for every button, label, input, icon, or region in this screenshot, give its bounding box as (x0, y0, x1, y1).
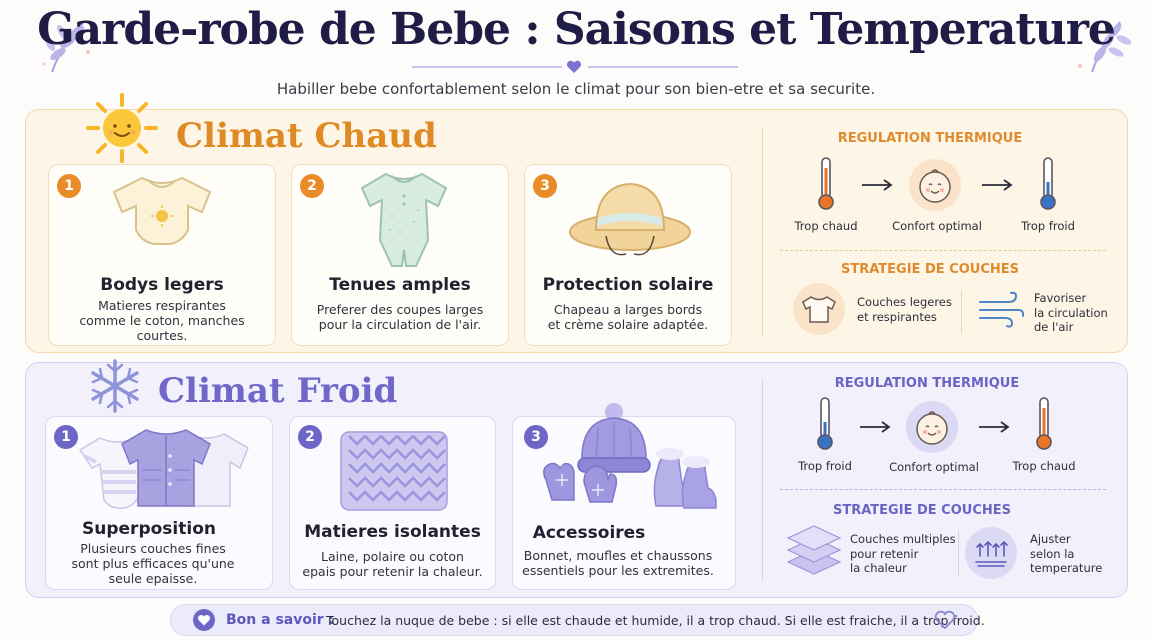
label-optimal-comfort: Confort optimal (889, 460, 979, 474)
card-description: Laine, polaire ou coton epais pour retenir la chaleur. (302, 549, 483, 579)
snowflake-icon (88, 357, 142, 415)
warm-layers-heading: STRATEGIE DE COUCHES (841, 262, 1019, 277)
card-description: Matieres respirantes comme le coton, manches courtes. (79, 298, 245, 343)
layers-stack-icon (786, 520, 842, 576)
warm-divider (762, 128, 763, 336)
thermometer-cold-icon (815, 396, 835, 452)
arrow-right-icon (980, 178, 1014, 192)
card-title: Superposition (82, 519, 216, 539)
cold-section-title: Climat Froid (158, 371, 398, 411)
label-too-hot: Trop chaud (794, 219, 858, 233)
thermometer-hot-icon (816, 156, 836, 212)
arrow-right-icon (858, 420, 892, 434)
cold-layers-divider (958, 530, 959, 576)
step-number-badge: 1 (54, 425, 78, 449)
cold-dashed-separator (780, 489, 1106, 490)
layered-clothes-icon (74, 420, 250, 514)
baby-face-icon (905, 400, 959, 454)
arrow-right-icon (977, 420, 1011, 434)
card-description: Preferer des coupes larges pour la circulation de l'air. (316, 302, 484, 332)
sun-icon (84, 93, 160, 163)
sun-hat-icon (566, 178, 694, 262)
card-title: Matieres isolantes (304, 522, 481, 542)
warm-regulation-heading: REGULATION THERMIQUE (837, 131, 1023, 146)
title-divider-left (412, 66, 562, 68)
cold-layers-left-text: Couches multiples pour retenir la chaleur (850, 532, 956, 575)
temperature-adjust-icon (964, 526, 1018, 580)
knit-fabric-icon (339, 430, 449, 512)
bodysuit-icon (108, 172, 216, 250)
air-flow-icon (976, 290, 1026, 330)
card-title: Bodys legers (100, 275, 224, 295)
cold-layers-right-text: Ajuster selon la temperature (1030, 532, 1103, 575)
step-number-badge: 1 (57, 174, 81, 198)
step-number-badge: 2 (300, 174, 324, 198)
heart-icon (566, 60, 582, 74)
warm-layers-left-text: Couches legeres et respirantes (857, 295, 952, 324)
thermometer-cold-icon (1038, 156, 1058, 212)
tshirt-icon (792, 282, 846, 336)
title-divider-right (588, 66, 738, 68)
page-title: Garde-robe de Bebe : Saisons et Temperature (37, 4, 1115, 55)
cold-divider (762, 378, 763, 582)
arrow-right-icon (860, 178, 894, 192)
card-description: Plusieurs couches fines sont plus efficaces qu'une seule epaisse. (71, 541, 235, 586)
baby-face-icon (908, 158, 962, 212)
label-too-cold: Trop froid (1021, 219, 1075, 233)
heart-badge-icon (193, 609, 215, 631)
warm-section-title: Climat Chaud (176, 116, 437, 156)
card-description: Bonnet, moufles et chaussons essentiels pour les extremites. (522, 548, 714, 578)
card-title: Accessoires (532, 523, 646, 543)
card-title: Protection solaire (542, 275, 714, 295)
card-title: Tenues amples (329, 275, 471, 295)
romper-icon (356, 170, 452, 270)
cold-regulation-heading: REGULATION THERMIQUE (834, 376, 1020, 391)
warm-dashed-separator (780, 250, 1106, 251)
heart-outline-icon (934, 610, 956, 630)
warm-layers-divider (961, 290, 962, 334)
thermometer-hot-icon (1034, 396, 1054, 452)
label-too-cold: Trop froid (798, 459, 852, 473)
step-number-badge: 3 (524, 425, 548, 449)
card-description: Chapeau a larges bords et crème solaire adaptée. (547, 302, 709, 332)
step-number-badge: 2 (298, 425, 322, 449)
step-number-badge: 3 (533, 174, 557, 198)
winter-accessories-icon (538, 402, 724, 512)
warm-layers-right-text: Favoriser la circulation de l'air (1034, 291, 1108, 334)
label-too-hot: Trop chaud (1012, 459, 1076, 473)
tip-text: Touchez la nuque de bebe : si elle est chaude et humide, il a trop chaud. Si elle est fraiche, il a trop froid. (326, 613, 985, 628)
cold-layers-heading: STRATEGIE DE COUCHES (833, 503, 1011, 518)
tip-label: Bon a savoir : (226, 612, 335, 628)
label-optimal-comfort: Confort optimal (892, 219, 982, 233)
page-subtitle: Habiller bebe confortablement selon le climat pour son bien-etre et sa securite. (276, 80, 876, 98)
